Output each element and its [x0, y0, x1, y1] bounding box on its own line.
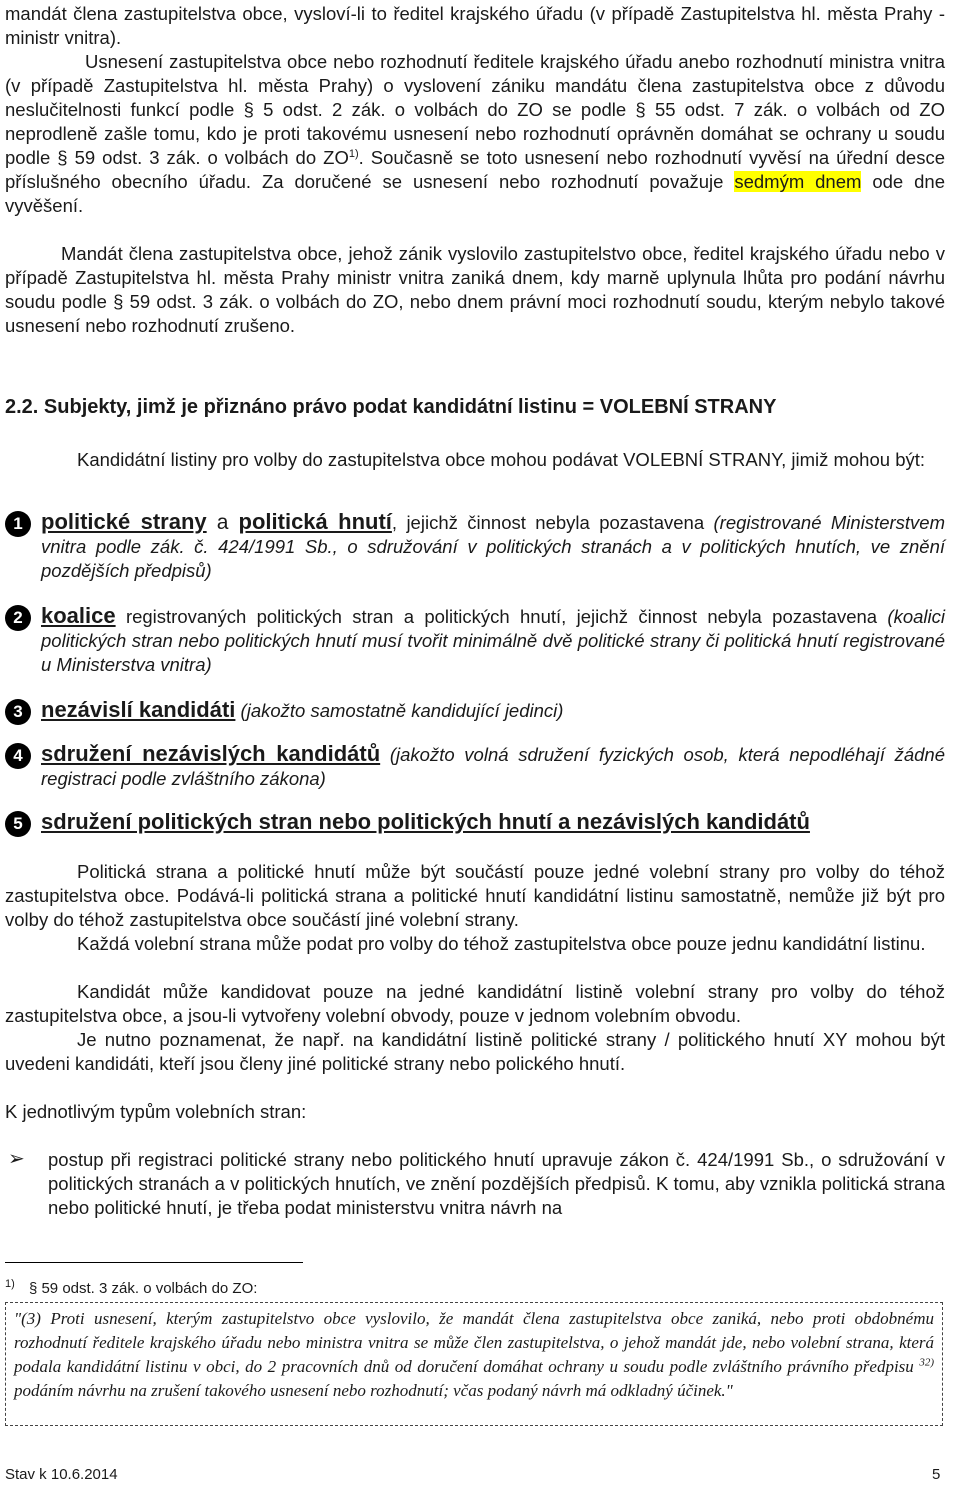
- quote-text-2: podáním návrhu na zrušení takového usnesení nebo rozhodnutí; včas podaný návrh má odkladný účinek.": [14, 1381, 733, 1400]
- resolution-text-1: Usnesení zastupitelstva obce nebo rozhodnutí ředitele krajského úřadu anebo rozhodnutí ministra vnitra (v případě Zastupitelstva hl. města Prahy) o vyslovení zániku mandátu člena zastupitelstva obce z důvodu neslučitelnosti funkcí podle § 5 odst. 2 zák. o volbách do ZO se podle § 55 odst. 7 zák. o volbách od ZO neprodleně zašle tomu, kdo je proti takovému usnesení nebo rozhodnutí oprávněn domáhat se ochrany u soudu podle § 59 odst. 3 zák. o volbách do ZO: [5, 51, 945, 168]
- section-intro: Kandidátní listiny pro volby do zastupitelstva obce mohou podávat VOLEBNÍ STRANY, jimiž mohou být:: [77, 449, 926, 470]
- mandate-paragraph: Mandát člena zastupitelstva obce, jehož zánik vyslovilo zastupitelstvo obce, ředitel krajského úřadu nebo v případě Zastupitelstva hl. města Prahy ministr vnitra zaniká dnem, kdy marně uplynula lhůta pro podání návrhu soudu podle § 59 odst. 3 zák. o volbách do ZO, nebo dnem právní moci rozhodnutí soudu, kterým nebylo takové usnesení nebo rozhodnutí zrušeno.: [5, 243, 945, 336]
- item-text: registrovaných politických stran a politických hnutí, jejichž činnost nebyla pozastavena: [115, 606, 888, 627]
- item-term: politické strany: [41, 509, 207, 534]
- highlighted-phrase: sedmým dnem: [734, 171, 862, 192]
- paragraph: Kandidát může kandidovat pouze na jedné kandidátní listině volební strany pro volby do téhož zastupitelstva obce, a jsou-li vytvořeny volební obvody, pouze v jednom volebním obvodu.: [5, 981, 945, 1026]
- number-5-icon: 5: [5, 811, 31, 837]
- item-term-2: politická hnutí: [238, 509, 392, 534]
- paragraph: Je nutno poznamenat, že např. na kandidátní listině politické strany / politického hnutí XY mohou být uvedeni kandidáti, kteří jsou členy jiné politické strany nebo polického hnutí.: [5, 1029, 945, 1074]
- resolution-text-2: . Současně se toto usnesení nebo rozhodnutí vyvěsí na úřední desce příslušného obecního úřadu. Za doručené se usnesení nebo rozhodnutí považuje: [5, 147, 945, 192]
- item-term: koalice: [41, 603, 116, 628]
- item-text: , jejichž činnost nebyla pozastavena: [391, 512, 714, 533]
- paragraph: Politická strana a politické hnutí může být součástí pouze jedné volební strany pro volby do téhož zastupitelstva obce. Podává-li politická strana a politické hnutí kandidátní listinu samostatně, nemůže již být pro volby do téhož zastupitelstva obce součástí jiné volební strany.: [5, 861, 945, 930]
- footnote-heading: [5, 1280, 257, 1297]
- resolution-paragraph: [5, 50, 945, 218]
- arrow-bullet-icon: ➢: [8, 1148, 25, 1170]
- item-note: (registrované Ministerstvem vnitra podle zák. č. 424/1991 Sb., o sdružování v politických stranách a v politických hnutích, ve znění pozdějších předpisů): [41, 512, 945, 581]
- item-connector: a: [206, 511, 239, 534]
- intro-line: mandát člena zastupitelstva obce, vysloví-li to ředitel krajského úřadu (v případě Zastupitelstva hl. města Prahy - ministr vnitra).: [5, 3, 945, 48]
- quote-text-1: "(3) Proti usnesení, kterým zastupitelstvo obce vyslovilo, že mandát člena zastupitelstva obce zaniká, nebo proti obdobnému rozhodnutí ředitele krajského úřadu nebo ministra vnitra se může člen zastupitelstva, o jehož mandát jde, nebo volební strana, která podala kandidátní listinu v obci, do 2 pracovních dnů od doručení domáhat ochrany u soudu podle zvláštního právního předpisu: [14, 1309, 934, 1376]
- arrow-item-text: postup při registraci politické strany nebo politického hnutí upravuje zákon č. 424/1991 Sb., o sdružování v politických stranách a v politických hnutích, ve znění pozdějších předpisů. K tomu, aby vznikla politická strana nebo politické hnutí, je třeba podat ministerstvu vnitra návrh na: [48, 1149, 945, 1218]
- item-term: nezávislí kandidáti: [41, 697, 236, 722]
- list-item: [5, 604, 945, 677]
- number-3-icon: 3: [5, 699, 31, 725]
- footnote-mark: 1): [5, 1278, 15, 1290]
- number-4-icon: 4: [5, 743, 31, 769]
- list-item: [5, 698, 945, 723]
- types-heading: K jednotlivým typům volebních stran:: [5, 1101, 307, 1122]
- list-item: [5, 510, 945, 583]
- item-note: (jakožto samostatně kandidující jedinci): [235, 700, 564, 721]
- resolution-text-3: ode dne vyvěšení.: [5, 171, 945, 216]
- list-item: [5, 810, 945, 835]
- footnote-ref: 1): [348, 147, 359, 160]
- list-item: [5, 742, 945, 791]
- quote-sup: 32): [919, 1356, 934, 1369]
- footnote-divider: [5, 1262, 303, 1263]
- item-note: (koalici politických stran nebo politických hnutí musí tvořit minimálně dvě politické strany či politická hnutí registrované u Ministerstva vnitra): [41, 606, 945, 675]
- item-term: sdružení nezávislých kandidátů: [41, 741, 381, 766]
- page-number: 5: [932, 1466, 941, 1483]
- footnote-quote-box: [5, 1302, 943, 1426]
- section-heading: 2.2. Subjekty, jimž je přiznáno právo podat kandidátní listinu = VOLEBNÍ STRANY: [5, 396, 777, 418]
- item-term: sdružení politických stran nebo politických hnutí a nezávislých kandidátů: [41, 809, 810, 834]
- number-1-icon: 1: [5, 511, 31, 537]
- footer-date: Stav k 10.6.2014: [5, 1466, 118, 1483]
- paragraph: Každá volební strana může podat pro volby do téhož zastupitelstva obce pouze jednu kandidátní listinu.: [77, 933, 926, 954]
- footnote-reference: § 59 odst. 3 zák. o volbách do ZO:: [28, 1280, 258, 1297]
- item-note: (jakožto volná sdružení fyzických osob, která nepodléhají žádné registraci podle zvláštního zákona): [41, 744, 945, 789]
- number-2-icon: 2: [5, 605, 31, 631]
